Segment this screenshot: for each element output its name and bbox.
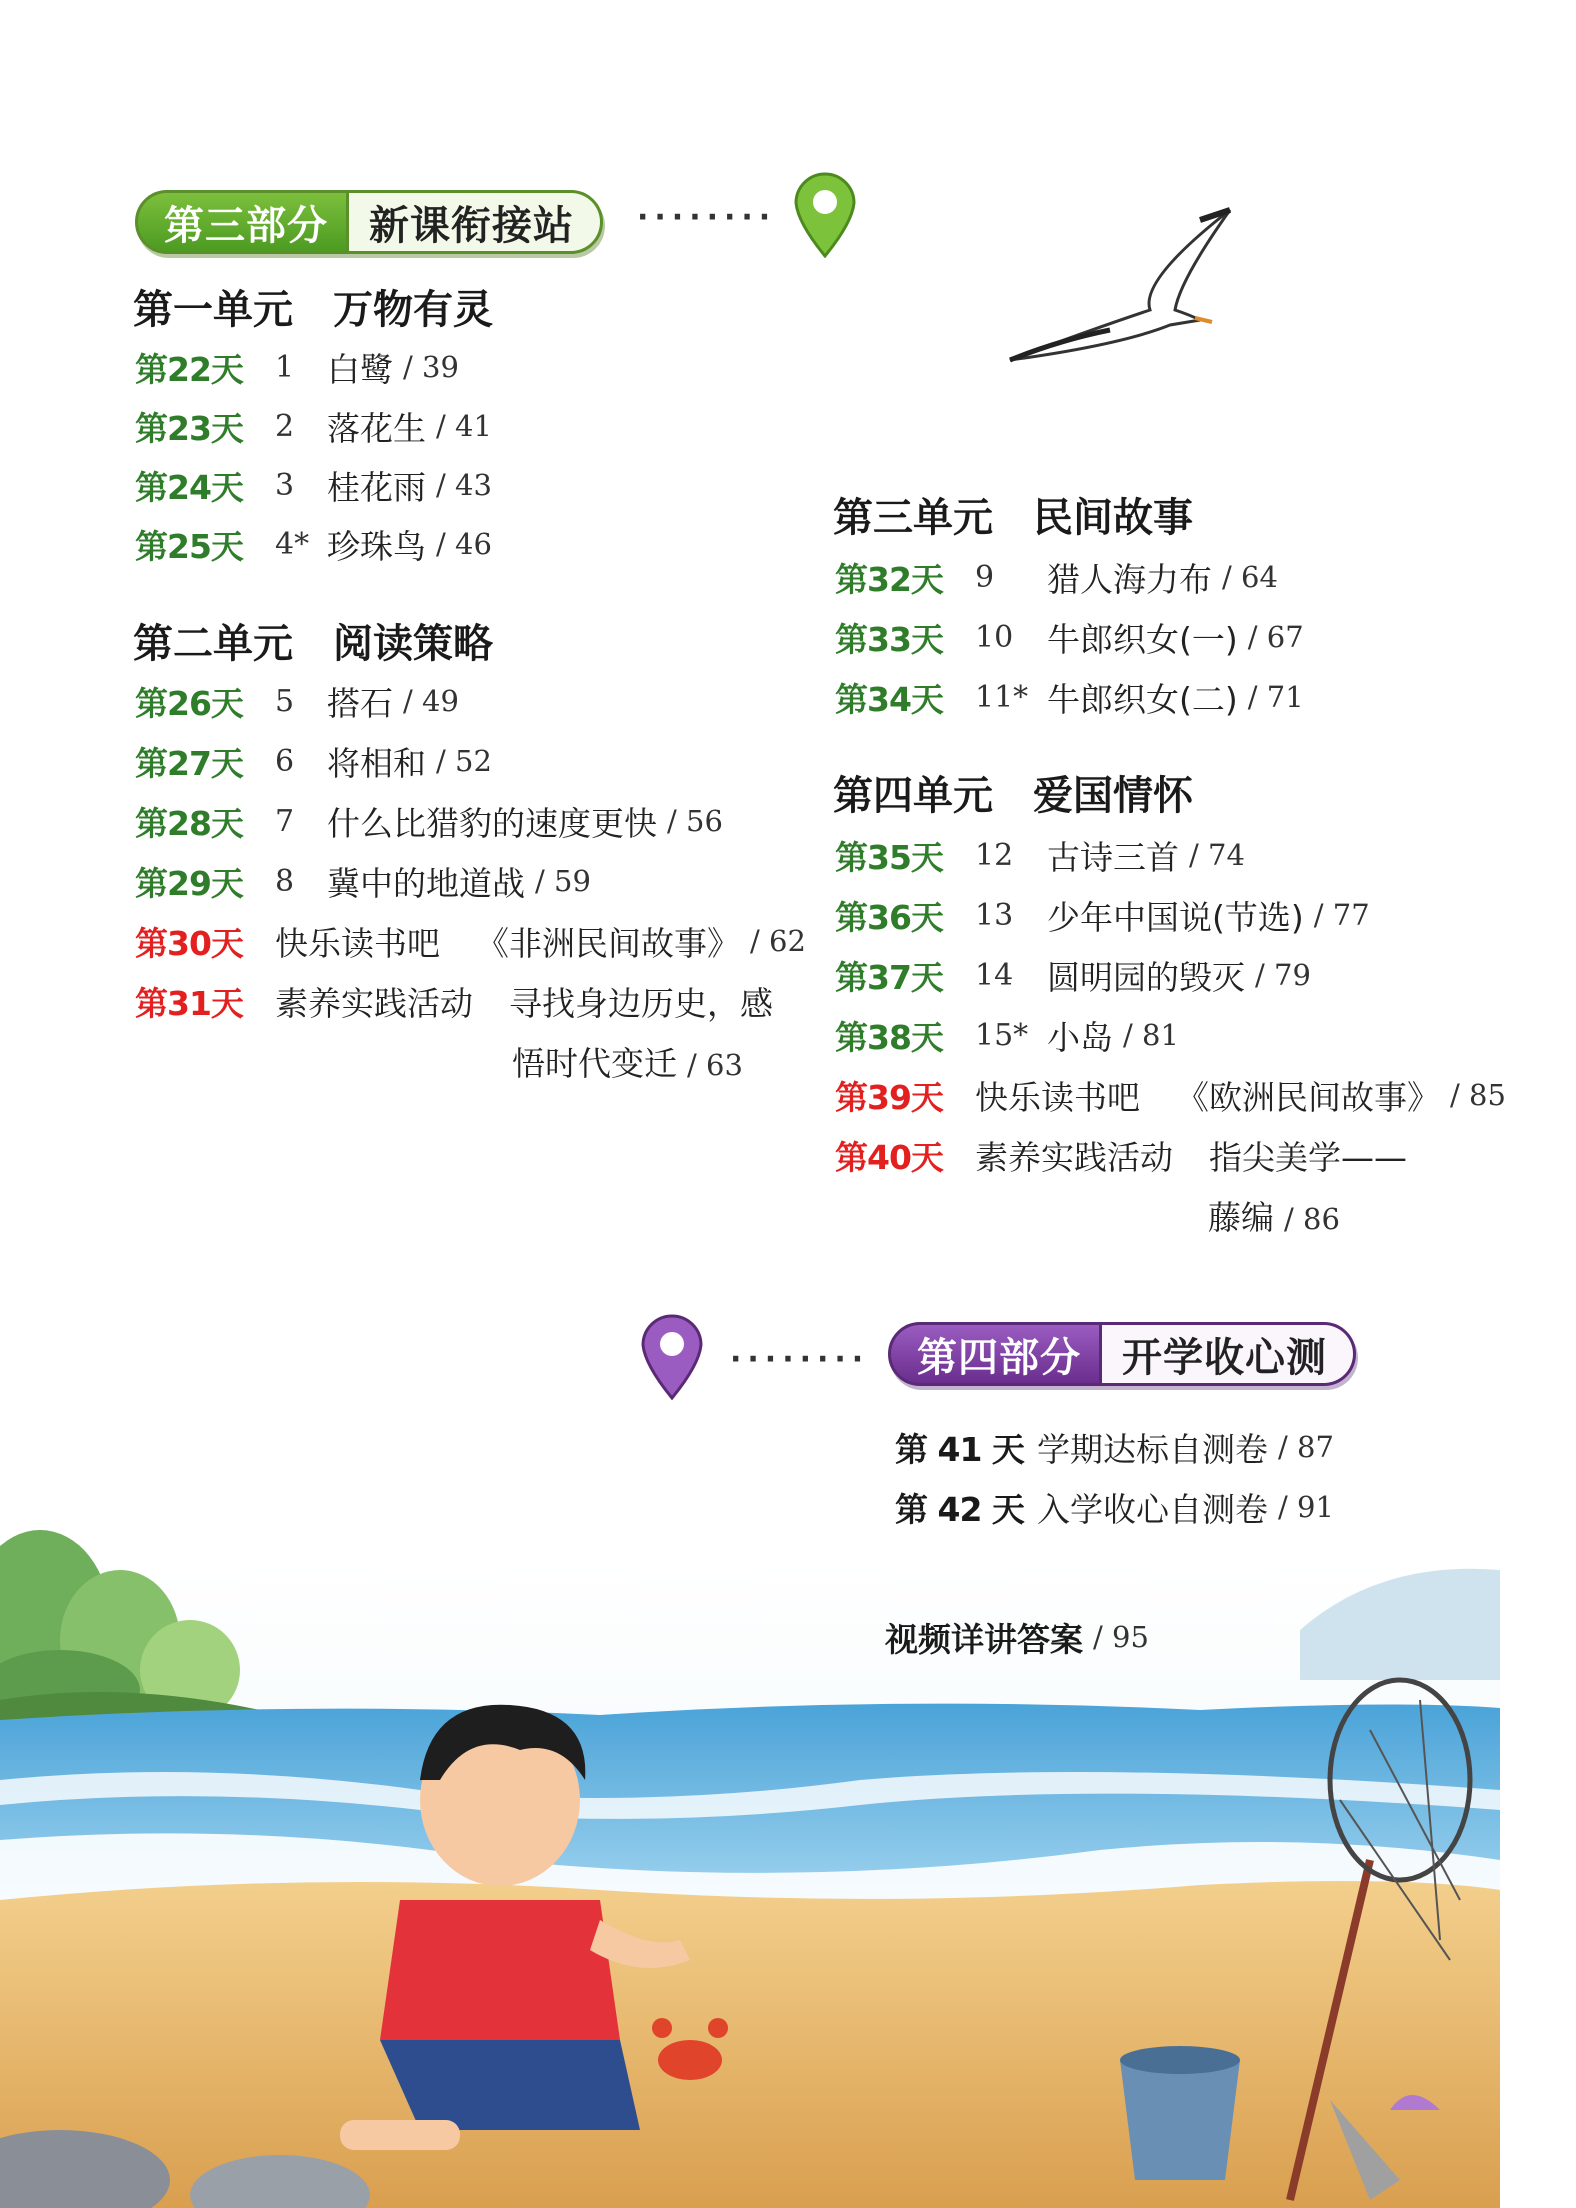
activity-topic-continued: 悟时代变迁 <box>512 1044 677 1083</box>
day-label: 第38天 <box>835 1017 943 1057</box>
lesson-number: 10 <box>975 619 1014 655</box>
lesson-number: 9 <box>975 559 995 595</box>
test-title: 学期达标自测卷 <box>1037 1429 1268 1469</box>
activity-topic: 寻找身边历史，感 <box>509 983 773 1023</box>
toc-entry-day22[interactable] <box>135 344 459 390</box>
lesson-number: 6 <box>275 743 295 779</box>
lesson-number: 1 <box>275 349 295 385</box>
page-number: / 91 <box>1278 1490 1334 1524</box>
page-number: / 74 <box>1189 838 1245 872</box>
toc-entry-day37[interactable] <box>835 952 1311 998</box>
activity-topic-continued: 藤编 <box>1208 1198 1274 1237</box>
part4-label: 第四部分 <box>891 1325 1099 1383</box>
seagull-illustration <box>1000 200 1240 370</box>
page-number: / 56 <box>667 804 723 838</box>
day-label: 第28天 <box>135 803 243 843</box>
lesson-title: 白鹭 <box>327 349 393 389</box>
page-number: / 39 <box>403 350 459 384</box>
day-label: 第32天 <box>835 559 943 599</box>
page-number: / 41 <box>436 409 492 443</box>
day-label: 第40天 <box>835 1137 943 1177</box>
day-label: 第22天 <box>135 349 243 389</box>
unit1-title: 第一单元 万物有灵 <box>133 287 493 333</box>
lesson-title: 猎人海力布 <box>1047 559 1212 599</box>
page-number: / 63 <box>687 1048 743 1082</box>
toc-entry-day35[interactable] <box>835 832 1245 878</box>
toc-entry-day23[interactable] <box>135 403 492 449</box>
day-label: 第37天 <box>835 957 943 997</box>
activity-title: 素养实践活动 <box>275 983 473 1023</box>
toc-entry-day42[interactable] <box>895 1484 1334 1530</box>
day-label: 第 42 天 <box>895 1489 1024 1529</box>
lesson-title: 古诗三首 <box>1047 837 1179 877</box>
lesson-title: 什么比猎豹的速度更快 <box>327 803 657 843</box>
lesson-title: 牛郎织女(一) <box>1047 619 1238 659</box>
location-pin-icon <box>790 168 860 258</box>
page-number: / 71 <box>1247 680 1304 714</box>
day-label: 第27天 <box>135 743 243 783</box>
toc-entry-day27[interactable] <box>135 738 492 784</box>
lesson-number: 3 <box>275 467 295 503</box>
day-label: 第 41 天 <box>895 1429 1024 1469</box>
lesson-title: 小岛 <box>1047 1017 1113 1057</box>
bucket <box>1120 2046 1240 2180</box>
day-label: 第31天 <box>135 983 243 1023</box>
part4-dots: ········ <box>730 1342 870 1377</box>
lesson-title: 落花生 <box>327 408 426 448</box>
day-label: 第35天 <box>835 837 943 877</box>
lesson-title: 圆明园的毁灭 <box>1047 957 1245 997</box>
day-label: 第34天 <box>835 679 943 719</box>
toc-entry-day28[interactable] <box>135 798 723 844</box>
day-label: 第39天 <box>835 1077 943 1117</box>
lesson-number: 7 <box>275 803 295 839</box>
lesson-title: 少年中国说(节选) <box>1047 897 1304 937</box>
toc-entry-day41[interactable] <box>895 1424 1334 1470</box>
toc-entry-day29[interactable] <box>135 858 591 904</box>
test-title: 入学收心自测卷 <box>1037 1489 1268 1529</box>
part4-banner <box>888 1322 1356 1386</box>
lesson-number: 13 <box>975 897 1014 933</box>
location-pin-icon <box>637 1310 707 1400</box>
toc-entry-answers[interactable] <box>885 1614 1149 1660</box>
lesson-number: 5 <box>275 683 295 719</box>
unit2-title: 第二单元 阅读策略 <box>133 621 493 667</box>
page-number: / 59 <box>535 864 591 898</box>
lesson-title: 珍珠鸟 <box>327 526 426 566</box>
lesson-number: 14 <box>975 957 1014 993</box>
toc-entry-day40-continued <box>1208 1192 1340 1239</box>
toc-entry-day26[interactable] <box>135 678 459 724</box>
part3-banner <box>135 190 603 254</box>
page-number: / 86 <box>1284 1202 1340 1236</box>
page-number: / 49 <box>403 684 459 718</box>
toc-entry-day38[interactable] <box>835 1012 1179 1058</box>
unit4-title: 第四单元 爱国情怀 <box>833 773 1193 819</box>
toc-entry-day24[interactable] <box>135 462 492 508</box>
toc-entry-day40[interactable] <box>835 1132 1407 1178</box>
toc-entry-day32[interactable] <box>835 554 1278 600</box>
page-number: / 95 <box>1093 1620 1149 1654</box>
lesson-title: 冀中的地道战 <box>327 863 525 903</box>
page-number: / 67 <box>1247 620 1304 654</box>
day-label: 第36天 <box>835 897 943 937</box>
activity-topic: 指尖美学—— <box>1209 1137 1407 1177</box>
lesson-title: 搭石 <box>327 683 393 723</box>
lesson-title: 将相和 <box>327 743 426 783</box>
page-number: / 46 <box>436 527 492 561</box>
day-label: 第24天 <box>135 467 243 507</box>
toc-entry-day31[interactable] <box>135 978 773 1024</box>
page-number: / 79 <box>1255 958 1311 992</box>
activity-title: 快乐读书吧 <box>275 923 440 963</box>
page-number: / 85 <box>1450 1078 1506 1112</box>
toc-entry-day33[interactable] <box>835 614 1304 660</box>
page-number: / 81 <box>1123 1018 1179 1052</box>
day-label: 第23天 <box>135 408 243 448</box>
day-label: 第33天 <box>835 619 943 659</box>
beach-illustration <box>0 1480 1576 2208</box>
lesson-number: 4* <box>275 526 310 562</box>
part3-dots: ········ <box>637 200 777 235</box>
lesson-number: 8 <box>275 863 295 899</box>
part4-subtitle: 开学收心测 <box>1099 1325 1353 1383</box>
book-title: 《非洲民间故事》 <box>476 923 740 963</box>
toc-entry-day34[interactable] <box>835 674 1304 720</box>
page-number: / 87 <box>1278 1430 1334 1464</box>
toc-entry-day36[interactable] <box>835 892 1370 938</box>
page-number: / 62 <box>750 924 806 958</box>
toc-entry-day31-continued <box>512 1038 743 1085</box>
page-number: / 43 <box>436 468 492 502</box>
day-label: 第25天 <box>135 526 243 566</box>
lesson-number: 11* <box>975 679 1029 715</box>
page-number: / 52 <box>436 744 492 778</box>
lesson-title: 桂花雨 <box>327 467 426 507</box>
toc-entry-day39[interactable] <box>835 1072 1506 1118</box>
part3-label: 第三部分 <box>138 193 346 251</box>
lesson-number: 2 <box>275 408 295 444</box>
unit3-title: 第三单元 民间故事 <box>833 495 1193 541</box>
lesson-title: 牛郎织女(二) <box>1047 679 1238 719</box>
part3-subtitle: 新课衔接站 <box>346 193 600 251</box>
page-number: / 77 <box>1313 898 1370 932</box>
activity-title: 快乐读书吧 <box>975 1077 1140 1117</box>
answers-title: 视频详讲答案 <box>885 1619 1083 1659</box>
activity-title: 素养实践活动 <box>975 1137 1173 1177</box>
book-title: 《欧洲民间故事》 <box>1176 1077 1440 1117</box>
day-label: 第26天 <box>135 683 243 723</box>
toc-entry-day30[interactable] <box>135 918 806 964</box>
lesson-number: 12 <box>975 837 1014 873</box>
page-number: / 64 <box>1222 560 1278 594</box>
lesson-number: 15* <box>975 1017 1029 1053</box>
day-label: 第29天 <box>135 863 243 903</box>
day-label: 第30天 <box>135 923 243 963</box>
toc-entry-day25[interactable] <box>135 521 492 567</box>
